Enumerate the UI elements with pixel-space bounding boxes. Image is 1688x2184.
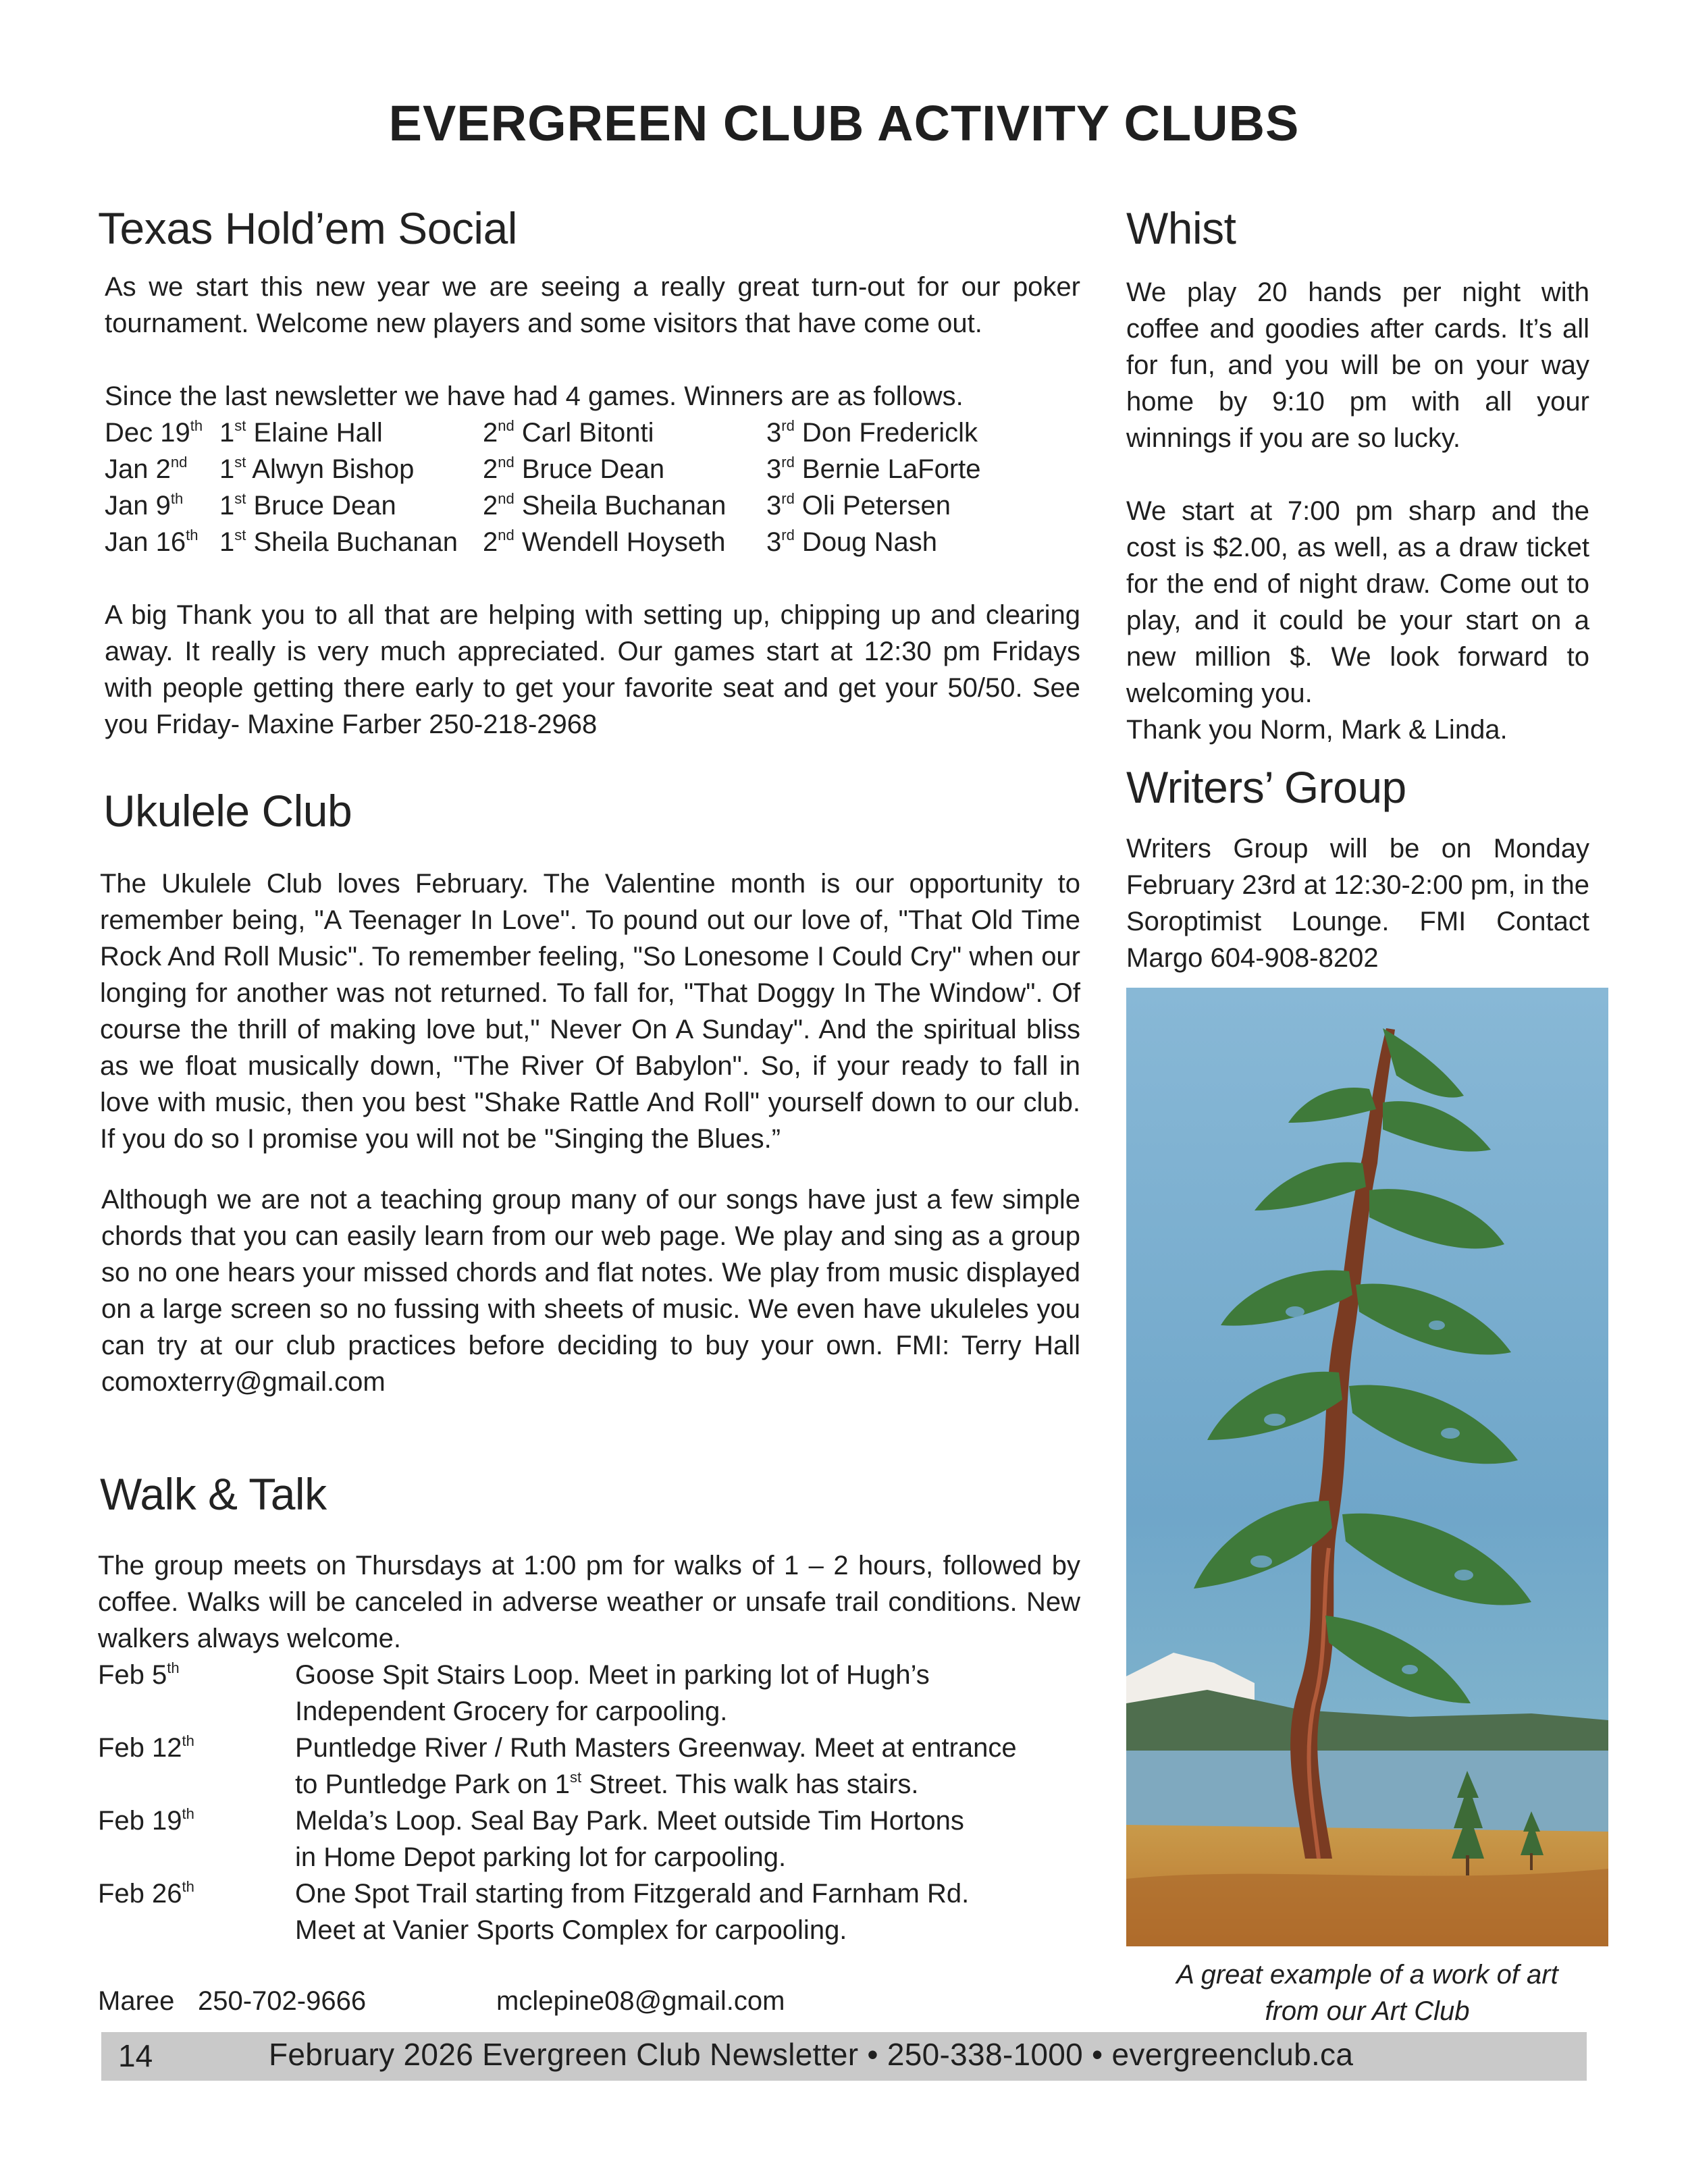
walk-intro xyxy=(98,1547,1080,1657)
ukulele-para-1-text: The Ukulele Club loves February. The Valentine month is our opportunity to remember being, "A Teenager In Love". To pound out our love of, "That Old Time Rock And Roll Music". To remember feeling, "So Lonesome I Could Cry" when our longing for another was not returned. To fall for, "That Doggy In The Window". Of course the thrill of making love but," Never On A Sunday". And the spiritual bliss as we float musically down, "The River Of Babylon". So, if your ready to fall in love with music, then you best "Shake Rattle And Roll" yourself down to our club. If you do so I promise you will not be "Singing the Blues.” xyxy=(100,869,1080,1154)
ukulele-heading: Ukulele Club xyxy=(103,786,352,836)
writers-heading: Writers’ Group xyxy=(1126,762,1406,812)
texas-since-text: Since the last newsletter we have had 4 games. Winners are as follows. xyxy=(105,381,964,411)
whist-section xyxy=(1126,203,1236,254)
superscript: nd xyxy=(170,454,188,471)
walk-date: Feb 26th xyxy=(98,1878,194,1909)
ukulele-para-1 xyxy=(100,865,1080,1157)
winner-second: 2nd Bruce Dean xyxy=(483,454,665,484)
walk-date: Feb 12th xyxy=(98,1732,194,1763)
winner-third: 3rd Oli Petersen xyxy=(766,490,951,521)
superscript: rd xyxy=(781,527,795,543)
winner-first: 1st Sheila Buchanan xyxy=(219,527,458,557)
ground-shade xyxy=(1126,1869,1608,1946)
winner-date: Jan 16th xyxy=(105,527,199,557)
walk-date: Feb 5th xyxy=(98,1659,180,1690)
walk-description: Melda’s Loop. Seal Bay Park. Meet outside Tim Hortons xyxy=(295,1806,964,1836)
winner-date: Dec 19th xyxy=(105,417,203,448)
winner-row xyxy=(105,487,1080,524)
superscript: th xyxy=(182,1878,194,1895)
winner-date: Jan 9th xyxy=(105,490,184,521)
whist-para-2-text: We start at 7:00 pm sharp and the cost is $2.00, as well, as a draw ticket for the end of night draw. Come out to play, and it could be your start on a new million $. We look forward to welcoming you. xyxy=(1126,496,1589,708)
superscript: nd xyxy=(498,417,515,434)
walk-row-continued xyxy=(98,1766,1080,1803)
superscript: rd xyxy=(781,417,795,434)
walk-schedule xyxy=(98,1657,1080,1948)
page-number: 14 xyxy=(118,2038,153,2073)
writers-para xyxy=(1126,830,1589,976)
walk-row-continued xyxy=(98,1693,1080,1730)
superscript: th xyxy=(167,1659,180,1676)
walk-talk-section xyxy=(100,1468,327,1520)
walk-description-continued: Meet at Vanier Sports Complex for carpooling. xyxy=(295,1915,847,1945)
ukulele-section xyxy=(103,785,352,836)
walk-row-continued xyxy=(98,1912,1080,1948)
texas-since xyxy=(105,378,1080,415)
texas-thanks-text: A big Thank you to all that are helping with setting up, chipping up and clearing away. It really is very much appreciated. Our games start at 12:30 pm Fridays with people getting there early to get your favorite seat and get your 50/50. See you Friday- Maxine Farber 250-218-2968 xyxy=(105,600,1080,739)
superscript: st xyxy=(234,454,246,471)
writers-para-text: Writers Group will be on Monday February 23rd at 12:30-2:00 pm, in the Soroptimist Lounge. FMI Contact Margo 604-908-8202 xyxy=(1126,834,1589,973)
winner-second: 2nd Carl Bitonti xyxy=(483,417,654,448)
superscript: th xyxy=(170,490,184,507)
whist-para-1 xyxy=(1126,274,1589,456)
superscript: st xyxy=(569,1769,582,1786)
walk-row xyxy=(98,1875,1080,1912)
superscript: th xyxy=(190,417,203,434)
walk-row xyxy=(98,1730,1080,1766)
winner-second: 2nd Sheila Buchanan xyxy=(483,490,727,521)
walk-description: Puntledge River / Ruth Masters Greenway. Meet at entrance xyxy=(295,1733,1017,1763)
walk-description-continued: to Puntledge Park on 1st Street. This walk has stairs. xyxy=(295,1769,919,1799)
winner-third: 3rd Bernie LaForte xyxy=(766,454,981,484)
superscript: st xyxy=(234,527,246,543)
art-caption xyxy=(1126,1956,1608,2029)
walk-description: One Spot Trail starting from Fitzgerald and Farnham Rd. xyxy=(295,1879,970,1909)
winner-first: 1st Alwyn Bishop xyxy=(219,454,415,484)
winners-table xyxy=(105,415,1080,560)
footer-text: February 2026 Evergreen Club Newsletter • 250-338-1000 • evergreenclub.ca xyxy=(269,2037,1354,2072)
caption-line-2: from our Art Club xyxy=(1265,1996,1470,2026)
tree-painting-svg xyxy=(1126,988,1608,1946)
superscript: th xyxy=(182,1732,194,1749)
writers-section xyxy=(1126,762,1406,813)
texas-thanks xyxy=(105,597,1080,743)
walk-row xyxy=(98,1657,1080,1693)
page-title: EVERGREEN CLUB ACTIVITY CLUBS xyxy=(388,95,1300,151)
winner-row xyxy=(105,451,1080,487)
texas-holdem-section xyxy=(98,203,1080,254)
superscript: nd xyxy=(498,527,515,543)
winner-row xyxy=(105,415,1080,451)
walk-description: Goose Spit Stairs Loop. Meet in parking lot of Hugh’s xyxy=(295,1660,930,1690)
texas-holdem-heading: Texas Hold’em Social xyxy=(98,203,517,253)
walk-date: Feb 19th xyxy=(98,1805,194,1836)
contact-name: Maree xyxy=(98,1986,175,2016)
superscript: th xyxy=(182,1805,194,1822)
whist-heading: Whist xyxy=(1126,203,1236,253)
winner-first: 1st Elaine Hall xyxy=(219,417,383,448)
ukulele-para-2 xyxy=(101,1181,1080,1400)
walk-row xyxy=(98,1803,1080,1839)
winner-row xyxy=(105,524,1080,560)
whist-para-1-text: We play 20 hands per night with coffee and goodies after cards. It’s all for fun, and you will be on your way home by 9:10 pm with all your winnings if you are so lucky. xyxy=(1126,277,1589,453)
texas-intro-text: As we start this new year we are seeing a really great turn-out for our poker tournament. Welcome new players and some visitors that have come out. xyxy=(105,272,1080,338)
winner-third: 3rd Don Fredericlk xyxy=(766,417,978,448)
texas-intro xyxy=(105,269,1080,342)
water xyxy=(1126,1751,1608,1832)
winner-date: Jan 2nd xyxy=(105,454,188,484)
superscript: rd xyxy=(781,454,795,471)
walk-description-continued: in Home Depot parking lot for carpooling. xyxy=(295,1842,787,1872)
whist-signoff-text: Thank you Norm, Mark & Linda. xyxy=(1126,715,1508,745)
ukulele-para-2-text: Although we are not a teaching group many of our songs have just a few simple chords that you can easily learn from our web page. We play and sing as a group so no one hears your missed chords and flat notes. We play from music displayed on a large screen so no fussing with sheets of music. We even have ukuleles you can try at our club practices before deciding to buy your own. FMI: Terry Hall comoxterry@gmail.com xyxy=(101,1185,1080,1397)
walk-intro-text: The group meets on Thursdays at 1:00 pm for walks of 1 – 2 hours, followed by coffee. Walks will be canceled in adverse weather or unsafe trail conditions. New walkers always welcome. xyxy=(98,1551,1080,1653)
walk-description-continued: Independent Grocery for carpooling. xyxy=(295,1697,728,1726)
walk-contact xyxy=(98,1986,1080,2023)
walk-row-continued xyxy=(98,1839,1080,1875)
whist-para-2 xyxy=(1126,493,1589,712)
winner-second: 2nd Wendell Hoyseth xyxy=(483,527,726,557)
whist-signoff xyxy=(1126,712,1589,748)
superscript: nd xyxy=(498,490,515,507)
superscript: st xyxy=(234,490,246,507)
contact-phone: 250-702-9666 xyxy=(198,1986,367,2016)
superscript: th xyxy=(186,527,199,543)
winner-first: 1st Bruce Dean xyxy=(219,490,396,521)
walk-talk-heading: Walk & Talk xyxy=(100,1469,327,1519)
tree-painting xyxy=(1126,988,1608,1946)
winner-third: 3rd Doug Nash xyxy=(766,527,938,557)
contact-email[interactable]: mclepine08@gmail.com xyxy=(496,1986,785,2016)
superscript: rd xyxy=(781,490,795,507)
caption-line-1: A great example of a work of art xyxy=(1176,1960,1558,1990)
superscript: nd xyxy=(498,454,515,471)
superscript: st xyxy=(234,417,246,434)
